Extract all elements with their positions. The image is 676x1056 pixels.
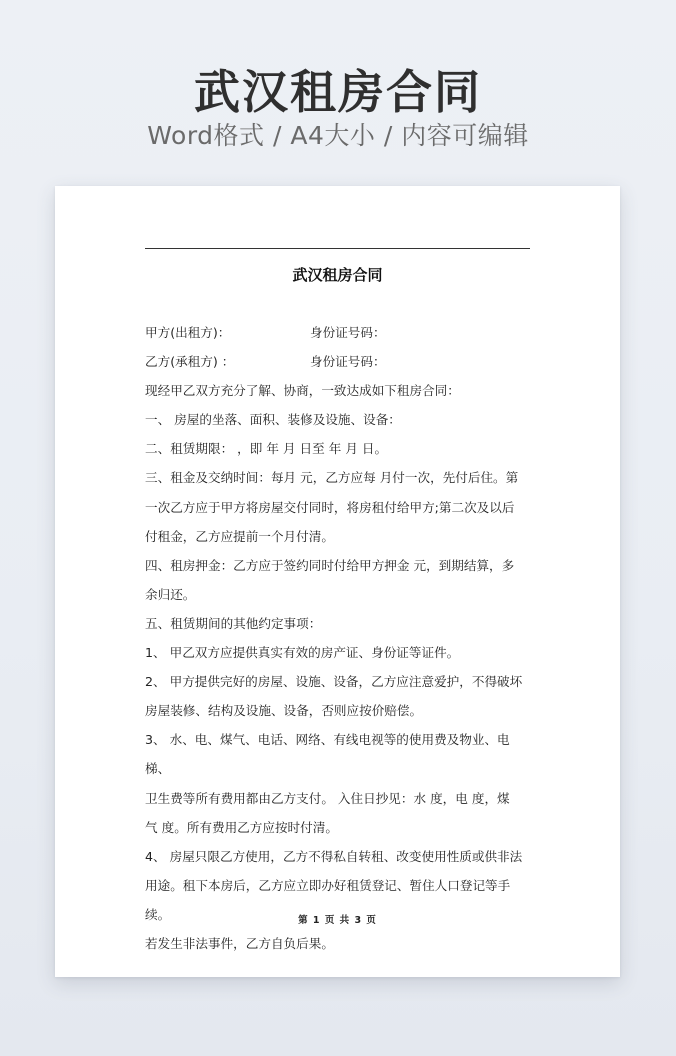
paragraph-line: 卫生费等所有费用都由乙方支付。 入住日抄见：水 度，电 度，煤 xyxy=(145,790,510,806)
paragraph-line: 若发生非法事件，乙方自负后果。 xyxy=(145,935,334,951)
banner-title: 武汉租房合同 xyxy=(194,65,482,119)
paragraph-line: 房屋装修、结构及设施、设备，否则应按价赔偿。 xyxy=(145,703,423,719)
header-rule xyxy=(145,248,530,249)
paragraph-line: 气 度。所有费用乙方应按时付清。 xyxy=(145,819,338,835)
paragraph-line: 二、租赁期限： ，即 年 月 日至 年 月 日。 xyxy=(145,441,388,457)
paragraph-line: 五、租赁期间的其他约定事项： xyxy=(145,615,322,631)
party-a-row xyxy=(145,318,532,347)
party-b-label: 乙方(承租方) ： xyxy=(145,354,235,370)
document-body xyxy=(145,318,532,958)
paragraph-line: 3、 水、电、煤气、电话、网络、有线电视等的使用费及物业、电梯、 xyxy=(145,732,510,777)
paragraph-line: 4、 房屋只限乙方使用，乙方不得私自转租、改变使用性质或供非法 xyxy=(145,848,523,864)
paragraph-line: 一、 房屋的坐落、面积、装修及设施、设备： xyxy=(145,412,401,428)
paragraph-line: 三、租金及交纳时间：每月 元，乙方应每 月付一次，先付后住。第 xyxy=(145,470,519,486)
party-a-label: 甲方(出租方)： xyxy=(145,325,231,340)
document-page xyxy=(55,186,620,977)
party-a-id-label: 身份证号码： xyxy=(310,325,386,340)
paragraph-line: 付租金，乙方应提前一个月付清。 xyxy=(145,528,334,544)
party-b-id-label: 身份证号码： xyxy=(310,354,386,370)
paragraph-line: 用途。租下本房后，乙方应立即办好租赁登记、暂住人口登记等手续。 xyxy=(145,877,511,922)
paragraph-line: 四、租房押金：乙方应于签约同时付给甲方押金 元，到期结算，多 xyxy=(145,557,515,573)
paragraph-line: 2、 甲方提供完好的房屋、设施、设备，乙方应注意爱护，不得破坏 xyxy=(145,674,523,690)
paragraph-line: 现经甲乙双方充分了解、协商，一致达成如下租房合同： xyxy=(145,383,460,399)
page-footer: 第 1 页 共 3 页 xyxy=(298,915,377,926)
paragraph-line: 余归还。 xyxy=(145,586,196,602)
paragraph-line: 一次乙方应于甲方将房屋交付同时，将房租付给甲方;第二次及以后 xyxy=(145,499,515,515)
party-b-row xyxy=(145,347,532,376)
banner-subtitle: Word格式 / A4大小 / 内容可编辑 xyxy=(147,121,529,150)
paragraph-line: 1、 甲乙双方应提供真实有效的房产证、身份证等证件。 xyxy=(145,645,460,661)
document-title: 武汉租房合同 xyxy=(292,266,383,284)
